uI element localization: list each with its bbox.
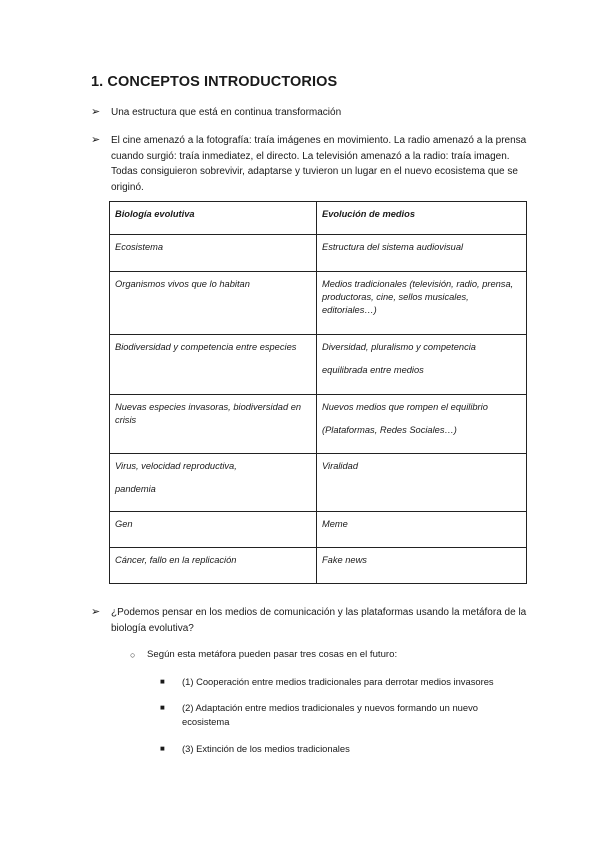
table-row	[110, 548, 527, 584]
table-row	[110, 272, 527, 335]
table-header-cell: Evolución de medios	[317, 202, 527, 235]
table-cell: Medios tradicionales (televisión, radio, prensa, productoras, cine, sellos musicales, editoriales…)	[317, 272, 527, 335]
cell-line: pandemia	[115, 484, 156, 494]
table-cell: Estructura del sistema audiovisual	[317, 235, 527, 272]
bullet-text: ¿Podemos pensar en los medios de comunicación y las plataformas usando la metáfora de la biología evolutiva?	[111, 607, 527, 634]
table-cell: Cáncer, fallo en la replicación	[110, 548, 317, 584]
table-header-row	[110, 202, 527, 235]
bullet-text: El cine amenazó a la fotografía: traía imágenes en movimiento. La radio amenazó a la prensa cuando surgió: traía inmediatez, el directo. La televisión amenazó a la radio: traía imagen. Todas consiguieron sobrevivir, adaptarse y tuvieron un lugar en el nuevo ecosistema que se originó.	[111, 135, 527, 193]
table-cell: Biodiversidad y competencia entre especies	[110, 335, 317, 395]
cell-line: Virus, velocidad reproductiva,	[115, 461, 237, 471]
outcome-text: (3) Extinción de los medios tradicionales	[182, 743, 350, 754]
table-row	[110, 454, 527, 512]
bullet-text: Una estructura que está en continua transformación	[111, 107, 342, 118]
table-row	[110, 395, 527, 454]
cell-line: Diversidad, pluralismo y competencia	[322, 342, 476, 352]
outcome-text: (2) Adaptación entre medios tradicionales y nuevos formando un nuevo ecosistema	[182, 702, 479, 727]
arrow-bullet-icon: ➢	[91, 134, 101, 146]
arrow-bullet-icon: ➢	[91, 106, 101, 118]
table-cell	[110, 454, 317, 512]
table-cell	[317, 395, 527, 454]
table-row	[110, 235, 527, 272]
square-bullet-icon: ■	[160, 703, 165, 712]
table-cell: Viralidad	[317, 454, 527, 512]
comparison-table	[109, 201, 527, 584]
table-cell: Meme	[317, 512, 527, 548]
table-cell	[317, 335, 527, 395]
table-cell: Nuevas especies invasoras, biodiversidad en crisis	[110, 395, 317, 454]
sub-bullet-text: Según esta metáfora pueden pasar tres cosas en el futuro:	[147, 649, 398, 660]
table-row	[110, 335, 527, 395]
table-row	[110, 512, 527, 548]
table-cell: Ecosistema	[110, 235, 317, 272]
cell-line: Nuevos medios que rompen el equilibrio	[322, 402, 488, 412]
arrow-bullet-icon: ➢	[91, 606, 101, 618]
cell-line: (Plataformas, Redes Sociales…)	[322, 425, 457, 435]
square-bullet-icon: ■	[160, 677, 165, 686]
table-cell: Fake news	[317, 548, 527, 584]
circle-bullet-icon: ○	[130, 650, 136, 660]
outcome-text: (1) Cooperación entre medios tradicionales para derrotar medios invasores	[182, 676, 494, 687]
table-cell: Gen	[110, 512, 317, 548]
square-bullet-icon: ■	[160, 744, 165, 753]
section-heading: 1. CONCEPTOS INTRODUCTORIOS	[91, 74, 338, 90]
table-cell: Organismos vivos que lo habitan	[110, 272, 317, 335]
cell-line: equilibrada entre medios	[322, 365, 424, 375]
table-header-cell: Biología evolutiva	[110, 202, 317, 235]
